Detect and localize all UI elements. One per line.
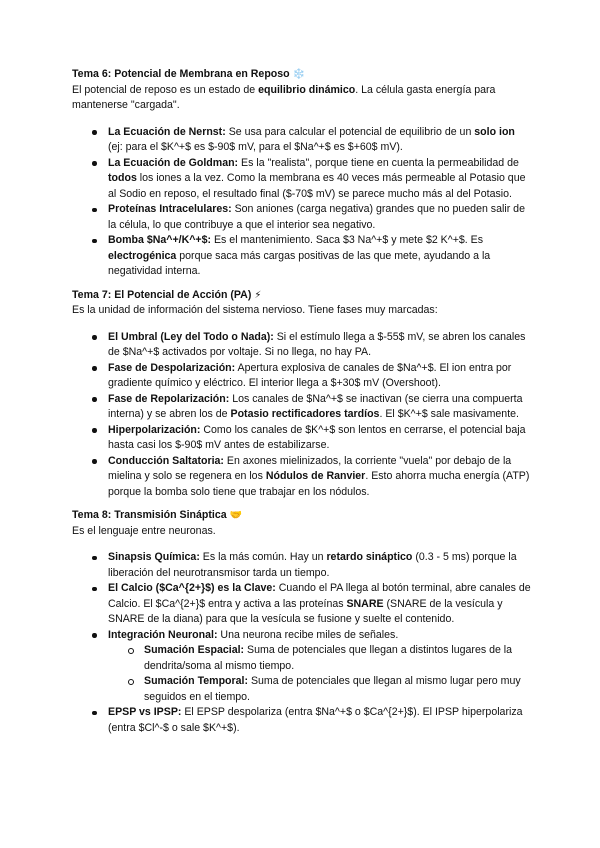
list-item: La Ecuación de Goldman: Es la "realista", porque tiene en cuenta la permeabilidad de todos los iones a la vez. Como la membrana es 40 veces más permeable al Potasio que al Sodio en reposo, el resultado final ($-70$ mV) se parece mucho más al del Potasio. [72,156,532,203]
document-page [72,67,532,736]
section-tema-8 [72,508,532,736]
list-item: El Umbral (Ley del Todo o Nada): Si el estímulo llega a $-55$ mV, se abren los canales de $Na^+$ activados por voltaje. Si no llega, no hay PA. [72,330,532,361]
list-item: Conducción Saltatoria: En axones mielinizados, la corriente "vuela" por debajo de la mielina y solo se regenera en los Nódulos de Ranvier. Esto ahorra mucha energía (ATP) porque la bomba solo tiene que trabajar en los nódulos. [72,454,532,501]
list-item: El Calcio ($Ca^{2+}$) es la Clave: Cuando el PA llega al botón terminal, abre canales de Calcio. El $Ca^{2+}$ entra y activa a las proteínas SNARE (SNARE de la vesícula y SNARE de la diana) para que la vesícula se fusione y suelte el contenido. [72,581,532,628]
lightning-icon: ⚡ [254,289,262,301]
sub-list [108,643,532,705]
list-item: Sinapsis Química: Es la más común. Hay un retardo sináptico (0.3 - 5 ms) porque la liberación del neurotransmisor tarda un tiempo. [72,550,532,581]
section-title: Tema 7: El Potencial de Acción (PA) ⚡ [72,288,262,301]
list-item: Bomba $Na^+/K^+$: Es el mantenimiento. Saca $3 Na^+$ y mete $2 K^+$. Es electrogénica porque saca más cargas positivas de las que mete, ayudando a la negatividad interna. [72,233,532,280]
list-item: Fase de Repolarización: Los canales de $Na^+$ se inactivan (se cierra una compuerta interna) y se abren los de Potasio rectificadores tardíos. El $K^+$ sale masivamente. [72,392,532,423]
sub-list-item: Sumación Temporal: Suma de potenciales que llegan al mismo lugar pero muy seguidos en el tiempo. [108,674,532,705]
list-item: Fase de Despolarización: Apertura explosiva de canales de $Na^+$. El ion entra por gradiente químico y eléctrico. El interior llega a $+30$ mV (Overshoot). [72,361,532,392]
section-tema-7 [72,288,532,501]
section-intro: Es la unidad de información del sistema nervioso. Tiene fases muy marcadas: [72,304,438,316]
bullet-list [72,330,532,501]
list-item: Hiperpolarización: Como los canales de $K^+$ son lentos en cerrarse, el potencial baja hasta casi los $-90$ mV antes de estabilizarse. [72,423,532,454]
section-intro: El potencial de reposo es un estado de equilibrio dinámico. La célula gasta energía para mantenerse "cargada". [72,83,496,111]
section-title: Tema 6: Potencial de Membrana en Reposo ❄️ [72,68,306,80]
list-item: La Ecuación de Nernst: Se usa para calcular el potencial de equilibrio de un solo ion (ej: para el $K^+$ es $-90$ mV, para el $Na^+$ es $+60$ mV). [72,125,532,156]
list-item: Proteínas Intracelulares: Son aniones (carga negativa) grandes que no pueden salir de la célula, lo que contribuye a que el interior sea negativo. [72,202,532,233]
snowflake-icon: ❄️ [292,69,306,80]
list-item: EPSP vs IPSP: El EPSP despolariza (entra $Na^+$ o $Ca^{2+}$). El IPSP hiperpolariza (entra $Cl^-$ o sale $K^+$). [72,705,532,736]
bullet-list [72,125,532,280]
handshake-icon: 🤝 [229,510,243,521]
section-tema-6 [72,67,532,280]
bullet-list [72,550,532,736]
list-item: Integración Neuronal: Una neurona recibe miles de señales. Sumación Espacial: Suma de potenciales que llegan a distintos lugares de la dendrita/soma al mismo tiempo. Sumación Temporal: Suma de potenciales que llegan al mismo lugar pero muy seguidos en el tiempo. [72,628,532,706]
sub-list-item: Sumación Espacial: Suma de potenciales que llegan a distintos lugares de la dendrita/soma al mismo tiempo. [108,643,532,674]
section-intro: Es el lenguaje entre neuronas. [72,524,216,537]
section-title: Tema 8: Transmisión Sináptica 🤝 [72,509,243,521]
